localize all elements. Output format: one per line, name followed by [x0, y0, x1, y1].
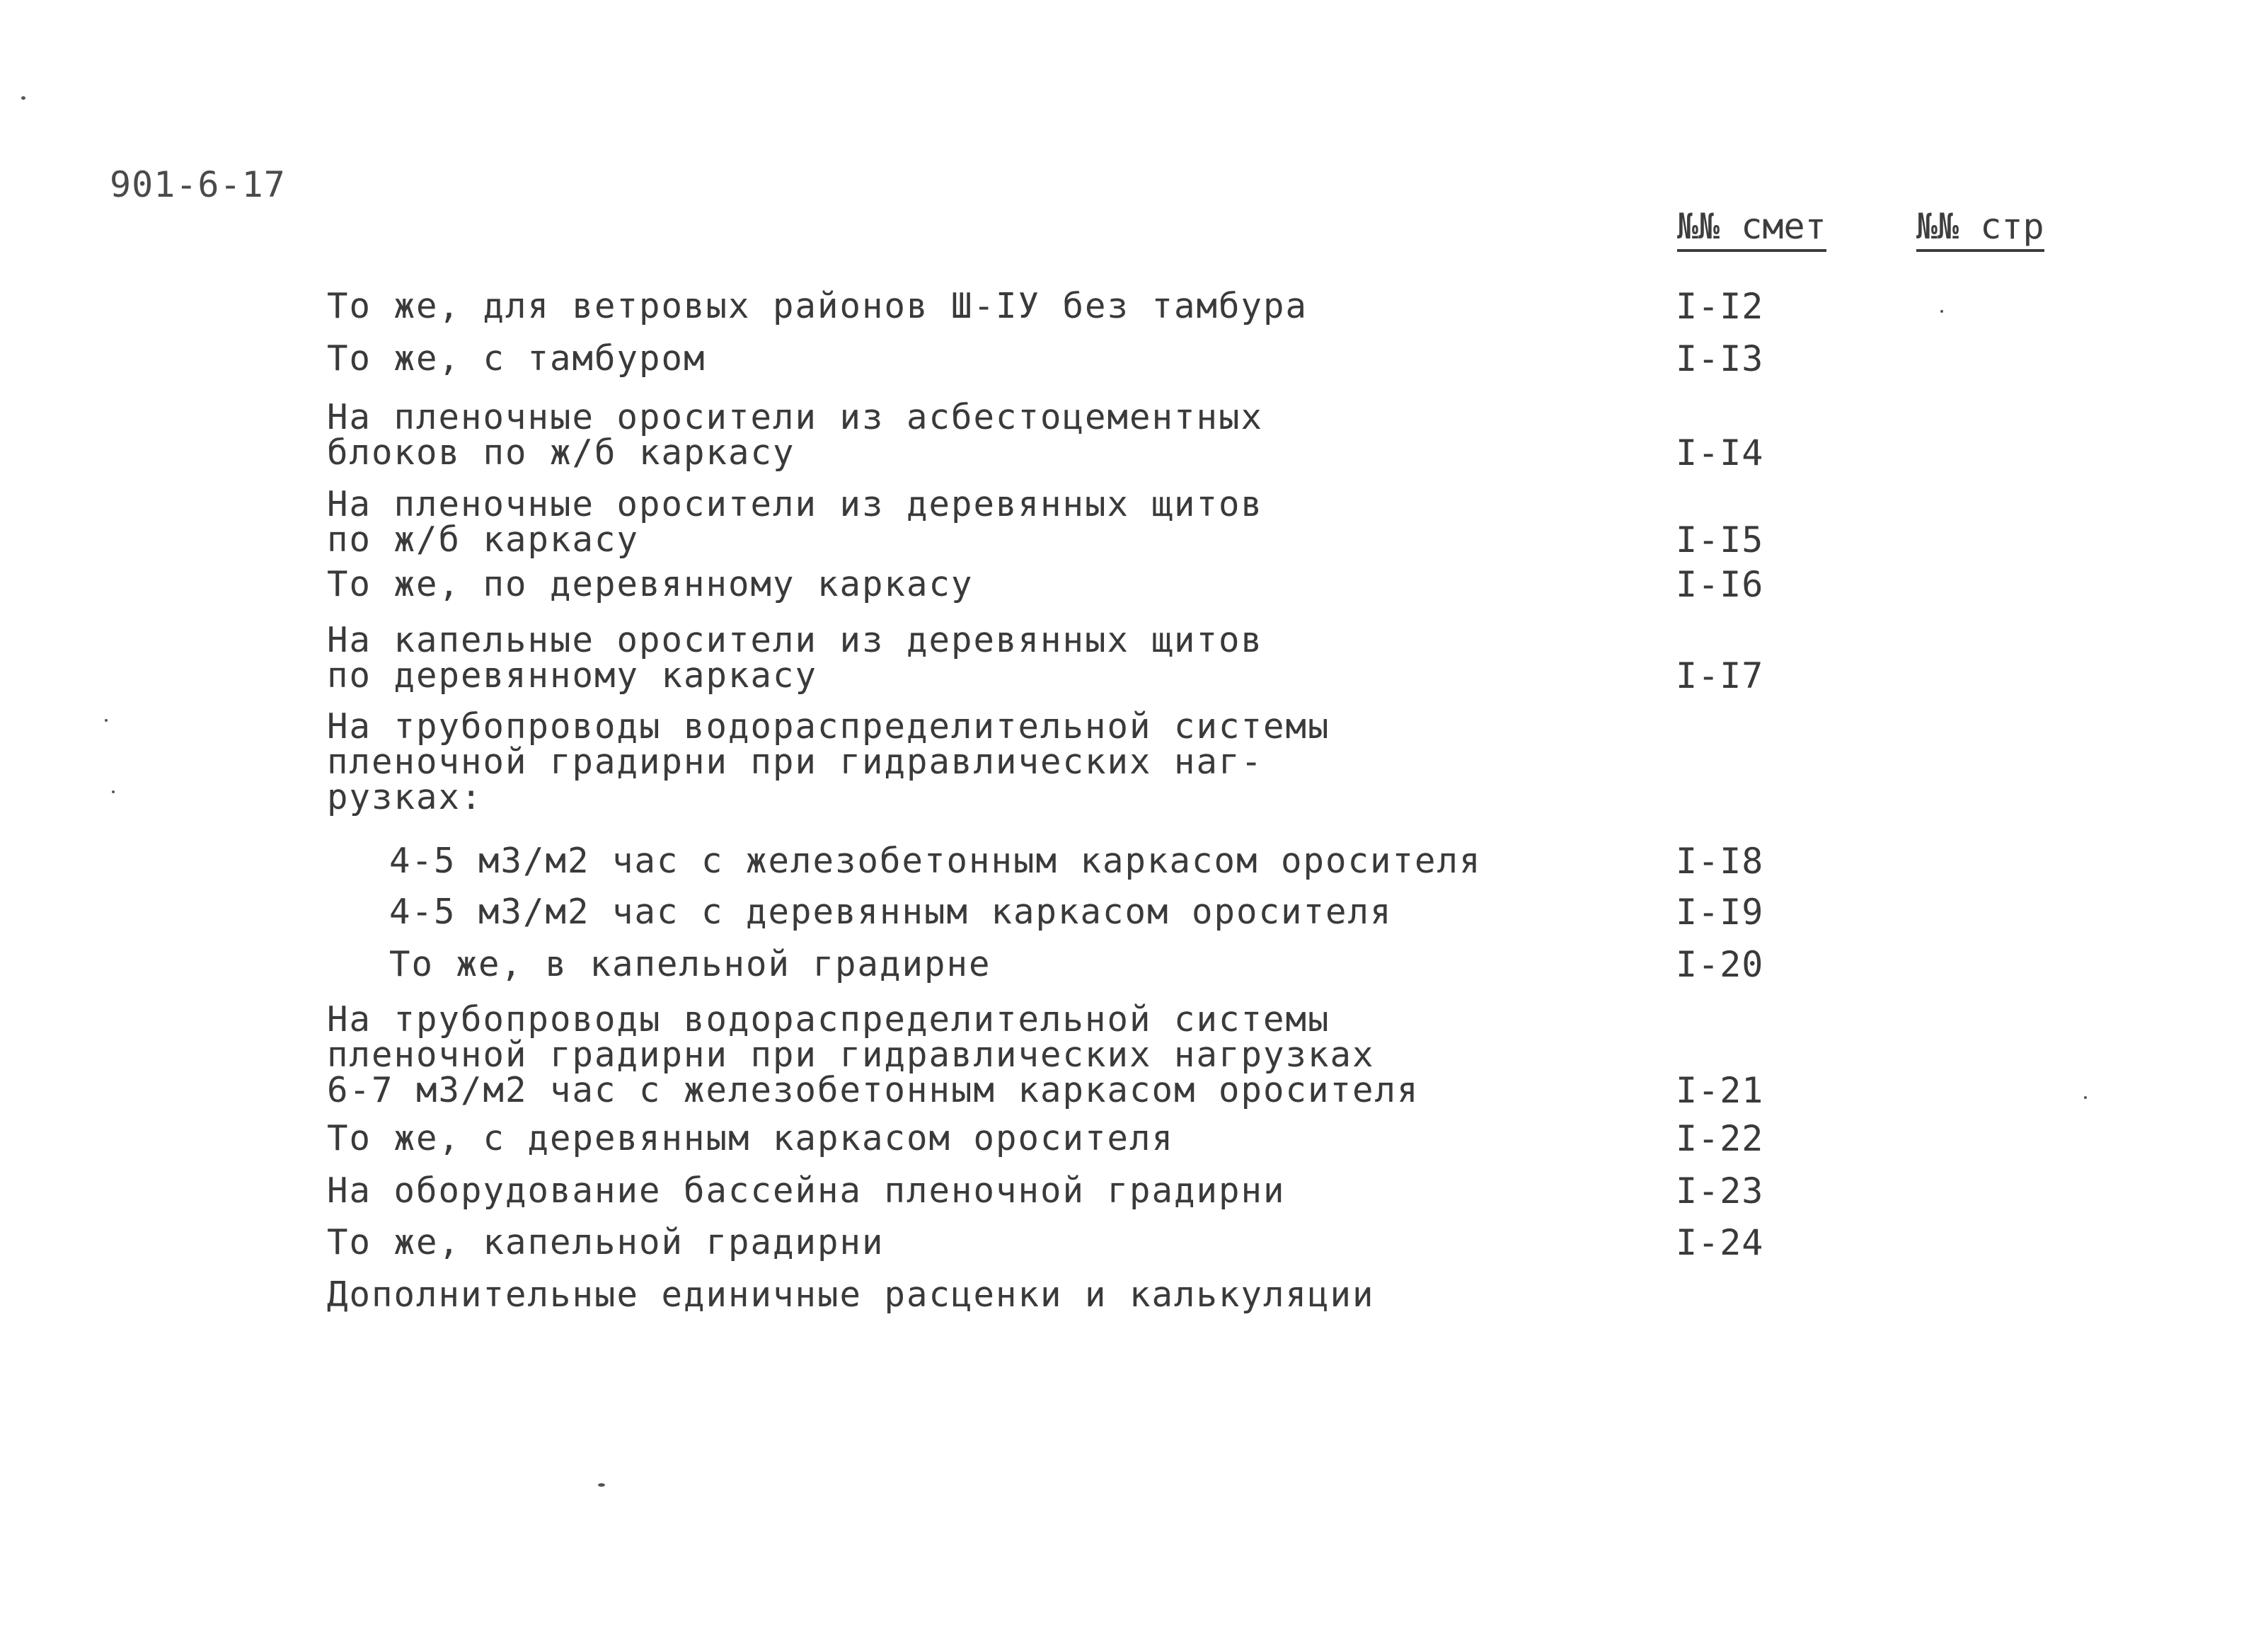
- entry-estimate-number: I-20: [1676, 944, 1764, 985]
- scan-speck: [112, 790, 115, 793]
- entry-text: То же, с деревянным каркасом оросителя: [327, 1118, 1175, 1158]
- estimate-entry: [327, 944, 1955, 985]
- entry-text: На трубопроводы водораспределительной системы пленочной градирни при гидравлических нагрузках 6-7 м3/м2 час с железобетонным каркасом оросителя: [327, 999, 1420, 1110]
- entry-text: То же, для ветровых районов Ш-IУ без тамбура: [327, 286, 1308, 326]
- estimate-entry: [327, 484, 1955, 560]
- entry-text: На трубопроводы водораспределительной системы пленочной градирни при гидравлических наг- рузках:: [327, 706, 1330, 817]
- estimate-entry: [327, 706, 1955, 817]
- document-code: 901-6-17: [110, 164, 286, 205]
- entry-estimate-number: I-22: [1676, 1118, 1764, 1159]
- entry-estimate-number: I-24: [1676, 1222, 1764, 1263]
- entry-estimate-number: I-21: [1676, 1070, 1764, 1111]
- estimate-entry: [327, 397, 1955, 473]
- estimate-entry: [327, 338, 1955, 379]
- entry-text: На оборудование бассейна пленочной градирни: [327, 1170, 1286, 1211]
- entry-text: 4-5 м3/м2 час с деревянным каркасом оросителя: [389, 892, 1393, 932]
- scan-speck: [21, 96, 25, 100]
- column-header-str: №№ стр: [1916, 205, 2044, 252]
- entry-text: На капельные оросители из деревянных щитов по деревянному каркасу: [327, 620, 1264, 696]
- entry-estimate-number: I-I8: [1676, 841, 1764, 882]
- scan-speck: [598, 1483, 605, 1487]
- entry-text: 4-5 м3/м2 час с железобетонным каркасом оросителя: [389, 841, 1482, 881]
- entry-text: То же, капельной градирни: [327, 1222, 885, 1262]
- column-header-smet: №№ смет: [1677, 205, 1826, 252]
- estimate-entry: [327, 1118, 1955, 1159]
- estimate-entry: [327, 1222, 1955, 1263]
- estimate-entry: [327, 1170, 1955, 1211]
- entry-estimate-number: I-I5: [1676, 519, 1764, 560]
- entry-estimate-number: I-23: [1676, 1170, 1764, 1211]
- entry-text: На пленочные оросители из асбестоцементных блоков по ж/б каркасу: [327, 397, 1264, 473]
- scan-speck: [2084, 1096, 2087, 1099]
- estimate-entry: [327, 841, 1955, 882]
- estimate-entry: [327, 892, 1955, 933]
- entry-estimate-number: I-I9: [1676, 892, 1764, 933]
- estimate-entry: [327, 1274, 1955, 1315]
- entry-text: То же, по деревянному каркасу: [327, 564, 974, 604]
- entry-text: То же, с тамбуром: [327, 338, 706, 379]
- entry-estimate-number: I-I7: [1676, 655, 1764, 696]
- estimate-entry: [327, 620, 1955, 696]
- estimate-entry: [327, 564, 1955, 605]
- estimate-entry: [327, 999, 1955, 1111]
- entry-estimate-number: I-I2: [1676, 286, 1764, 327]
- entry-estimate-number: I-I3: [1676, 338, 1764, 379]
- entry-text: То же, в капельной градирне: [389, 944, 991, 984]
- entry-estimate-number: I-I4: [1676, 432, 1764, 473]
- entry-estimate-number: I-I6: [1676, 564, 1764, 605]
- entry-text: Дополнительные единичные расценки и калькуляции: [327, 1274, 1375, 1315]
- scan-speck: [105, 719, 108, 722]
- entry-text: На пленочные оросители из деревянных щитов по ж/б каркасу: [327, 484, 1264, 560]
- scan-speck: [1940, 310, 1943, 313]
- estimate-entry: [327, 286, 1955, 327]
